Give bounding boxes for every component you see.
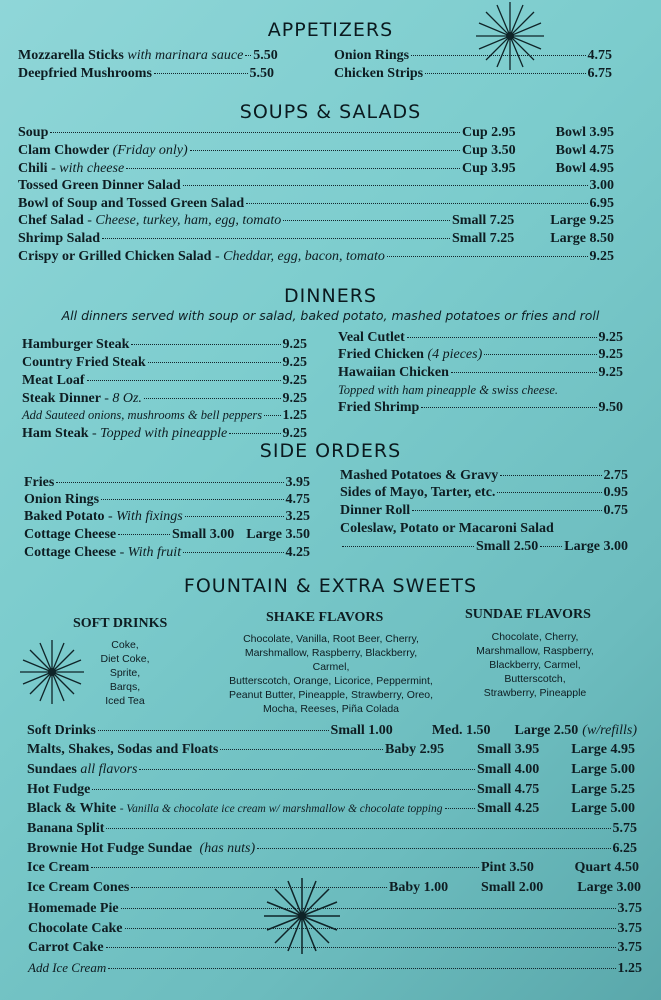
menu-item: Dinner Roll 0.75 [340, 503, 628, 518]
soups-salads-title: SOUPS & SALADS [239, 101, 422, 123]
menu-item: Clam Chowder (Friday only) Cup 3.50 Bowl 4.75 [18, 143, 614, 158]
shake-flavors-list: Chocolate, Vanilla, Root Beer, Cherry, Marshmallow, Raspberry, Blackberry, Carmel, Butterscotch, Orange, Licorice, Peppermint, Peanut Butter, Pineapple, Strawberry, Oreo, Mocha, Reeses, Piña Colada [228, 633, 434, 715]
menu-item: Cottage Cheese Small 3.00 Large 3.50 [24, 527, 310, 542]
sundae-flavors-heading: SUNDAE FLAVORS [465, 607, 591, 622]
menu-item: Fries 3.95 [24, 475, 310, 490]
menu-item: Ham Steak - Topped with pineapple 9.25 [22, 426, 307, 441]
appetizers-title: APPETIZERS [267, 19, 394, 41]
menu-item: Hamburger Steak 9.25 [22, 337, 307, 352]
soft-drinks-heading: SOFT DRINKS [73, 616, 168, 631]
menu-item: Mashed Potatoes & Gravy 2.75 [340, 468, 628, 483]
sundae-flavors-list: Chocolate, Cherry, Marshmallow, Raspberry, Blackberry, Carmel, Butterscotch, Strawberry, Pineapple [476, 631, 594, 699]
menu-item: Fried Chicken (4 pieces) 9.25 [338, 347, 623, 362]
side-orders-title: SIDE ORDERS [259, 440, 402, 462]
menu-item: Shrimp Salad Small 7.25 Large 8.50 [18, 231, 614, 246]
menu-item: Fried Shrimp 9.50 [338, 400, 623, 415]
menu-item: Bowl of Soup and Tossed Green Salad 6.95 [18, 196, 614, 211]
menu-item: Black & White - Vanilla & chocolate ice cream w/ marshmallow & chocolate topping Small 4.25 Large 5.00 [27, 801, 635, 816]
menu-item: Crispy or Grilled Chicken Salad - Cheddar, egg, bacon, tomato 9.25 [18, 249, 614, 264]
menu-item: Soft Drinks Small 1.00 Med. 1.50 Large 2.50 (w/refills) [27, 723, 637, 738]
menu-item: Homemade Pie 3.75 [28, 901, 642, 916]
menu-item: Chili - with cheese Cup 3.95 Bowl 4.95 [18, 161, 614, 176]
menu-item: Meat Loaf 9.25 [22, 373, 307, 388]
menu-item: Baked Potato - With fixings 3.25 [24, 509, 310, 524]
fountain-title: FOUNTAIN & EXTRA SWEETS [183, 575, 478, 597]
dinners-note: All dinners served with soup or salad, baked potato, mashed potatoes or fries and roll [61, 308, 600, 323]
menu-item: Sides of Mayo, Tarter, etc. 0.95 [340, 485, 628, 500]
menu-item: Steak Dinner - 8 Oz. 9.25 [22, 391, 307, 406]
menu-item: Soup Cup 2.95 Bowl 3.95 [18, 125, 614, 140]
menu-item: Ice Cream Pint 3.50 Quart 4.50 [27, 860, 639, 875]
starburst-icon [18, 638, 86, 706]
menu-item: Country Fried Steak 9.25 [22, 355, 307, 370]
menu-item: Cottage Cheese - With fruit 4.25 [24, 545, 310, 560]
shake-flavors-heading: SHAKE FLAVORS [266, 610, 384, 625]
menu-item: Coleslaw, Potato or Macaroni Salad [340, 521, 554, 536]
menu-item: Onion Rings 4.75 [24, 492, 310, 507]
menu-item: Hot Fudge Small 4.75 Large 5.25 [27, 782, 635, 797]
menu-item: Chef Salad - Cheese, turkey, ham, egg, tomato Small 7.25 Large 9.25 [18, 213, 614, 228]
menu-item: Hawaiian Chicken 9.25 [338, 365, 623, 380]
menu-item: Small 2.50 Large 3.00 [340, 538, 628, 555]
menu-item: Deepfried Mushrooms 5.50 [18, 66, 274, 81]
soft-drinks-list: Coke, Diet Coke, Sprite, Barqs, Iced Tea [100, 639, 150, 707]
menu-item: Veal Cutlet 9.25 [338, 330, 623, 345]
menu-item: Brownie Hot Fudge Sundae (has nuts) 6.25 [27, 841, 637, 856]
menu-item: Ice Cream Cones Baby 1.00 Small 2.00 Large 3.00 [27, 880, 641, 895]
menu-item: Chocolate Cake 3.75 [28, 921, 642, 936]
menu-item: Tossed Green Dinner Salad 3.00 [18, 178, 614, 193]
menu-item: Add Ice Cream 1.25 [28, 960, 642, 976]
menu-item: Mozzarella Sticks with marinara sauce 5.50 [18, 48, 278, 63]
menu-item: Chicken Strips 6.75 [334, 66, 612, 81]
menu-item: Sundaes all flavors Small 4.00 Large 5.00 [27, 762, 635, 777]
menu-item: Add Sauteed onions, mushrooms & bell peppers 1.25 [22, 408, 307, 423]
menu-item-note: Topped with ham pineapple & swiss cheese. [338, 383, 559, 397]
menu-item: Onion Rings 4.75 [334, 48, 612, 63]
menu-item: Banana Split 5.75 [27, 821, 637, 836]
menu-item: Carrot Cake 3.75 [28, 940, 642, 955]
dinners-title: DINNERS [284, 285, 377, 307]
menu-item: Malts, Shakes, Sodas and Floats Baby 2.95 Small 3.95 Large 4.95 [27, 742, 635, 757]
